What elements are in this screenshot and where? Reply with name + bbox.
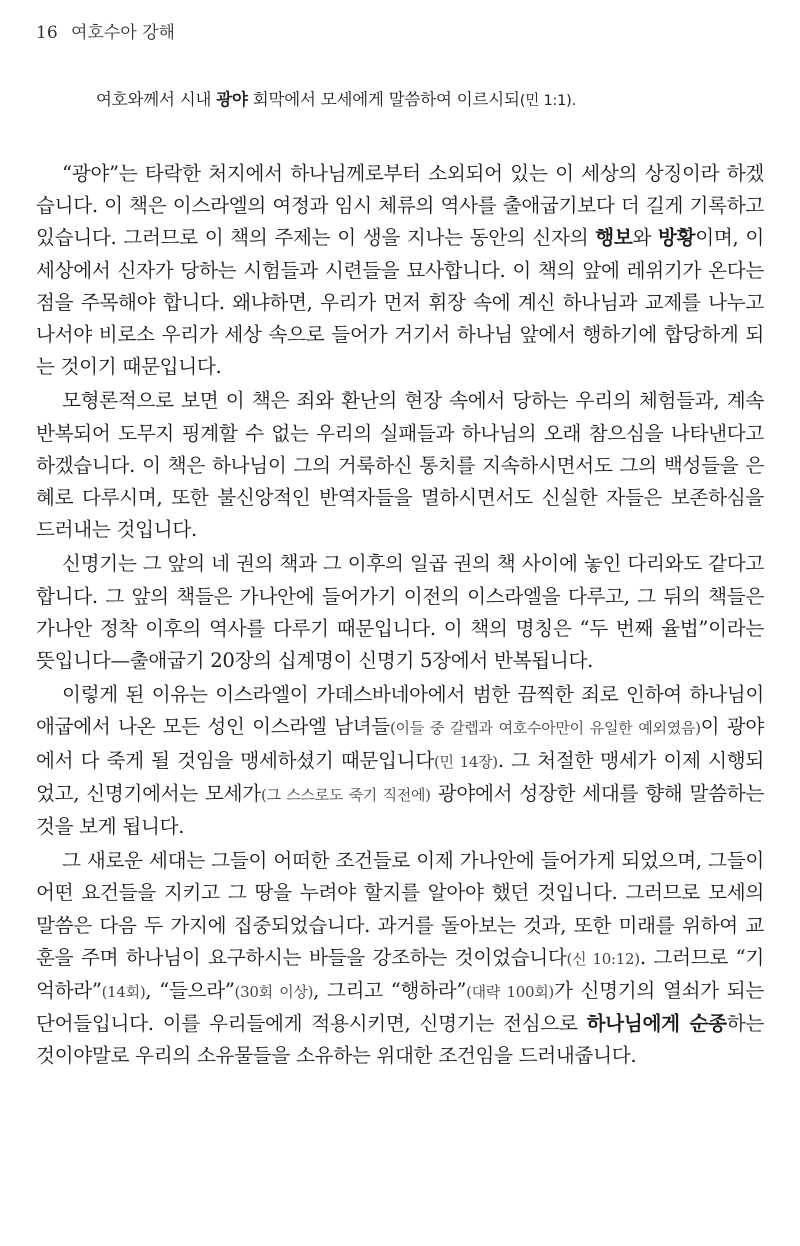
p5-note-4: (대략 100회) (466, 983, 554, 1002)
paragraph-2 (36, 385, 764, 546)
p4-text-2: 이 광야에서 다 죽게 될 것임을 맹세하셨기 때문입니다 (36, 715, 764, 772)
p1-text-3: 이며, 이 세상에서 신자가 당하는 시험들과 시련들을 묘사합니다. 이 책의 앞에 레위기가 온다는 점을 주목해야 합니다. 왜냐하면, 우리가 먼저 휘장 속에 계신 하나님과 교제를 나누고 나서야 비로소 우리가 세상 속으로 들어가 거기서 하나님 앞에서 행하기에 합당하게 되는 것이기 때문입니다. (36, 226, 764, 379)
p5-text-4: , 그리고 “행하라” (313, 979, 467, 1003)
p4-text-1: 이렇게 된 이유는 이스라엘이 가데스바네아에서 범한 끔찍한 죄로 인하여 하나님이 애굽에서 나온 모든 성인 이스라엘 남녀들 (36, 683, 764, 739)
p5-text-1: 그 새로운 세대는 그들이 어떠한 조건들로 이제 가나안에 들어가게 되었으며, 그들이 어떤 요건들을 지키고 그 땅을 누려야 할지를 알아야 했던 것입니다. 그러므로 모세의 말씀은 다음 두 가지에 집중되었습니다. 과거를 돌아보는 것과, 또한 미래를 위하여 교훈을 주며 하나님이 요구하시는 바들을 강조하는 것이었습니다 (36, 849, 764, 969)
p5-text-2: . 그러므로 “기억하라” (36, 945, 765, 1003)
p4-note-2: (민 14장) (433, 752, 498, 771)
verse-bold-word: 광야 (216, 90, 248, 109)
verse-text-2: 회막에서 모세에게 말씀하여 이르시되 (247, 90, 520, 109)
p2-text-1: 모형론적으로 보면 이 책은 죄와 환난의 현장 속에서 당하는 우리의 체험들과, 계속 반복되어 도무지 핑계할 수 없는 우리의 실패들과 하나님의 오래 참으심을 나타낸다고 하겠습니다. 이 책은 하나님이 그의 거룩하신 통치를 지속하시면서도 그의 백성들을 은혜로 다루시며, 또한 불신앙적인 반역자들을 멸하시면서도 신실한 자들은 보존하심을 드러내는 것입니다. (36, 389, 764, 542)
p5-note-1: (신 10:12) (566, 949, 640, 968)
p4-note-1: (이들 중 갈렙과 여호수아만이 유일한 예외였음) (389, 719, 701, 738)
running-header (36, 18, 175, 43)
p1-bold-1: 행보 (595, 226, 633, 250)
p4-note-3: (그 스스로도 죽기 직전에) (260, 785, 431, 804)
p5-text-6: 하는 것이야말로 우리의 소유물들을 소유하는 위대한 조건임을 드러내줍니다. (36, 1012, 764, 1068)
p5-note-2: (14회) (101, 983, 146, 1002)
p3-text-1: 신명기는 그 앞의 네 권의 책과 그 이후의 일곱 권의 책 사이에 놓인 다리와도 같다고 합니다. 그 앞의 책들은 가나안에 들어가기 이전의 이스라엘을 다루고, 그 뒤의 책들은 가나안 정착 이후의 역사를 다루기 때문입니다. 이 책의 명칭은 “두 번째 율법”이라는 뜻입니다—출애굽기 20장의 십계명이 신명기 5장에서 반복됩니다. (36, 552, 764, 673)
verse-reference: (민 1:1). (519, 93, 577, 109)
paragraph-4 (36, 679, 764, 843)
p4-text-4: 광야에서 성장한 세대를 향해 말씀하는 것을 보게 됩니다. (36, 781, 764, 839)
paragraph-1 (36, 158, 764, 383)
verse-text-1: 여호와께서 시내 (96, 90, 217, 109)
p1-text-1: “광야”는 타락한 처지에서 하나님께로부터 소외되어 있는 이 세상의 상징이라 하겠습니다. 이 책은 이스라엘의 여정과 임시 체류의 역사를 출애굽기보다 더 길게 기록하고 있습니다. 그러므로 이 책의 주제는 이 생을 지나는 동안의 신자의 (36, 162, 764, 250)
p5-bold-1: 하나님에게 순종 (586, 1012, 727, 1036)
p5-text-3: , “들으라” (145, 979, 235, 1003)
page-number: 16 (36, 23, 58, 43)
p5-text-5: 가 신명기의 열쇠가 되는 단어들입니다. 이를 우리들에게 적용시키면, 신명기는 전심으로 (36, 979, 764, 1036)
running-title: 여호수아 강해 (71, 23, 175, 43)
p1-text-2: 와 (632, 226, 659, 250)
epigraph-verse (96, 86, 776, 110)
p5-note-3: (30회 이상) (234, 983, 314, 1002)
paragraph-3 (36, 548, 764, 677)
body-text (36, 158, 764, 1073)
paragraph-5 (36, 845, 764, 1072)
p4-text-3: . 그 처절한 맹세가 이제 시행되었고, 신명기에서는 모세가 (36, 748, 764, 805)
p1-bold-2: 방황 (658, 226, 696, 250)
